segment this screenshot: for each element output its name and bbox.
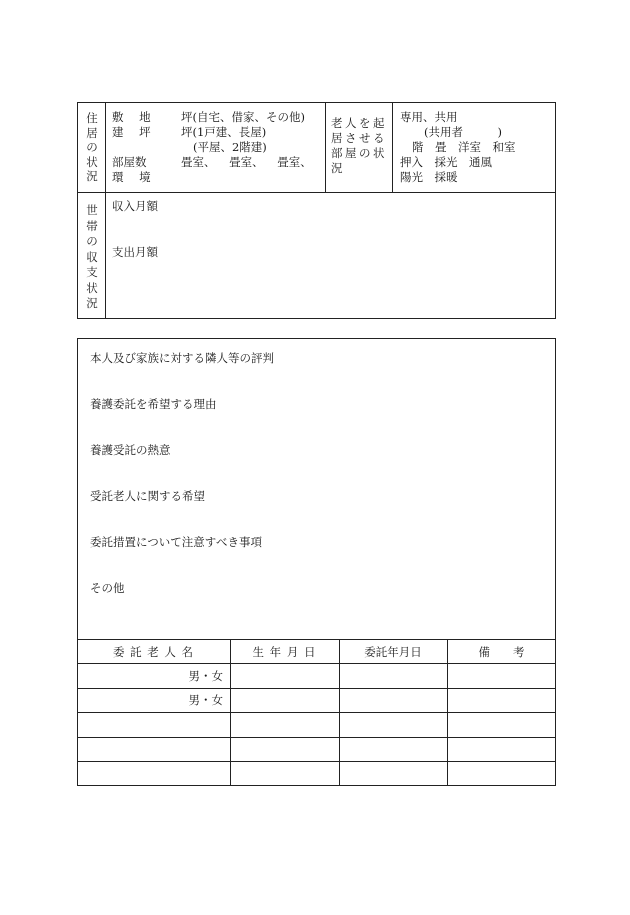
room-count-label: 部屋数 xyxy=(112,155,147,169)
header-commission-date: 委託年月日 xyxy=(364,645,422,659)
monthly-expense-label: 支出月額 xyxy=(112,245,158,259)
other-label: その他 xyxy=(90,581,125,595)
neighbor-reputation-label: 本人及び家族に対する隣人等の評判 xyxy=(90,351,274,365)
table-top-line xyxy=(77,639,556,640)
room-sun-heating: 陽光 採暖 xyxy=(400,170,458,184)
housing-income-divider xyxy=(77,192,556,193)
elder-wishes-label: 受託老人に関する希望 xyxy=(90,489,205,503)
room-count-value: 畳室、 畳室、 畳室、 xyxy=(181,155,312,169)
housing-side-label: 住居の状況 xyxy=(86,111,98,183)
commission-reason-label: 養護委託を希望する理由 xyxy=(90,397,217,411)
housing-room-left-divider xyxy=(325,102,326,192)
building-area-value: 坪(1戸建、長屋) xyxy=(181,125,267,139)
building-stories-value: (平屋、2階建) xyxy=(193,140,267,154)
sex-marker: 男・女 xyxy=(188,693,223,707)
site-area-value: 坪(自宅、借家、その他) xyxy=(181,110,305,124)
housing-room-right-divider xyxy=(392,102,393,192)
monthly-income-label: 収入月額 xyxy=(112,199,158,213)
table-col-divider-1 xyxy=(230,639,231,786)
room-co-user: (共用者 ) xyxy=(424,125,502,139)
table-col-divider-2 xyxy=(339,639,340,786)
header-elder-name: 委 託 老 人 名 xyxy=(112,645,195,659)
commission-notes-label: 委託措置について注意すべき事項 xyxy=(90,535,263,549)
room-storage-light: 押入 採光 通風 xyxy=(400,155,492,169)
header-remarks: 備 考 xyxy=(478,645,525,659)
housing-side-divider xyxy=(105,102,106,319)
acceptance-enthusiasm-label: 養護受託の熱意 xyxy=(90,443,171,457)
sex-marker: 男・女 xyxy=(188,669,223,683)
room-floor-type: 階 畳 洋室 和室 xyxy=(412,140,516,154)
environment-label: 環 境 xyxy=(112,170,157,184)
room-exclusive-shared: 専用、共用 xyxy=(400,110,458,124)
elder-room-label: 老人を起居させる部屋の状況 xyxy=(331,116,387,175)
building-area-label: 建 坪 xyxy=(112,125,157,139)
site-area-label: 敷 地 xyxy=(112,110,157,124)
income-side-label: 世帯の収支状況 xyxy=(86,203,98,310)
header-birth-date: 生 年 月 日 xyxy=(252,645,317,659)
table-col-divider-3 xyxy=(447,639,448,786)
